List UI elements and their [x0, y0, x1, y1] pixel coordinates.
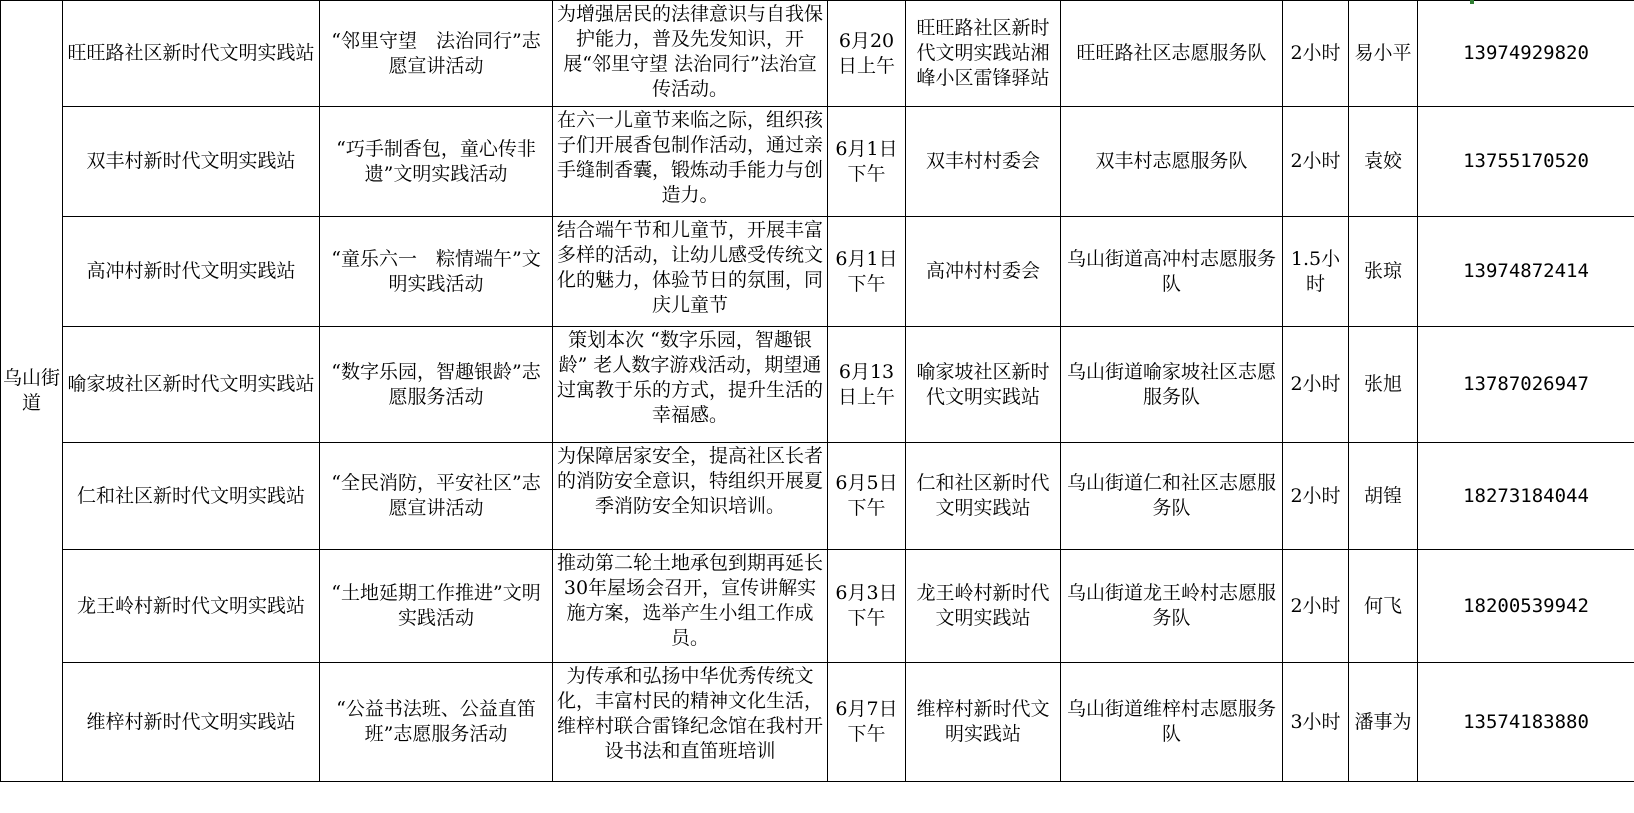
duration-cell[interactable]: 2小时 — [1283, 327, 1349, 443]
activity-content-cell[interactable] — [553, 443, 828, 550]
contact-person-cell[interactable]: 胡锽 — [1349, 443, 1418, 550]
contact-person-cell[interactable]: 袁姣 — [1349, 107, 1418, 217]
volunteer-team-cell[interactable]: 乌山街道龙王岭村志愿服务队 — [1061, 550, 1283, 663]
volunteer-team-cell[interactable]: 乌山街道维梓村志愿服务队 — [1061, 663, 1283, 782]
contact-person-cell[interactable]: 易小平 — [1349, 1, 1418, 107]
contact-person-cell[interactable]: 潘事为 — [1349, 663, 1418, 782]
activity-content-text: 结合端午节和儿童节，开展丰富多样的活动，让幼儿感受传统文化的魅力，体验节日的氛围，同庆儿童节 — [556, 218, 823, 316]
activity-content-text: 推动第二轮土地承包到期再延长30年屋场会召开，宣传讲解实施方案，选举产生小组工作成员。 — [556, 551, 823, 649]
duration-cell[interactable]: 1.5小时 — [1283, 217, 1349, 327]
table-row — [1, 443, 1634, 550]
duration-cell[interactable]: 2小时 — [1283, 107, 1349, 217]
activity-name-cell[interactable]: “土地延期工作推进”文明实践活动 — [320, 550, 553, 663]
table-row — [1, 217, 1634, 327]
activity-content-text: 为保障居家安全，提高社区长者的消防安全意识，特组织开展夏季消防安全知识培训。 — [556, 444, 823, 517]
station-cell[interactable]: 龙王岭村新时代文明实践站 — [63, 550, 320, 663]
activity-content-text: 为增强居民的法律意识与自我保护能力，普及先发知识，开展“邻里守望 法治同行”法治宣传活动。 — [556, 2, 823, 100]
contact-person-cell[interactable]: 张琼 — [1349, 217, 1418, 327]
activity-name-cell[interactable]: “邻里守望 法治同行”志愿宣讲活动 — [320, 1, 553, 107]
volunteer-team-cell[interactable]: 乌山街道仁和社区志愿服务队 — [1061, 443, 1283, 550]
activity-name-cell[interactable]: “公益书法班、公益直笛班”志愿服务活动 — [320, 663, 553, 782]
phone-cell[interactable]: 13974929820 — [1418, 1, 1634, 107]
duration-cell[interactable]: 2小时 — [1283, 443, 1349, 550]
time-cell[interactable]: 6月13日上午 — [828, 327, 906, 443]
table-row — [1, 327, 1634, 443]
location-cell[interactable]: 维梓村新时代文明实践站 — [906, 663, 1061, 782]
phone-cell[interactable]: 13787026947 — [1418, 327, 1634, 443]
activity-name-cell[interactable]: “童乐六一 粽情端午”文明实践活动 — [320, 217, 553, 327]
phone-cell[interactable]: 13974872414 — [1418, 217, 1634, 327]
activity-name-cell[interactable]: “巧手制香包，童心传非遗”文明实践活动 — [320, 107, 553, 217]
duration-cell[interactable]: 3小时 — [1283, 663, 1349, 782]
location-cell[interactable]: 双丰村村委会 — [906, 107, 1061, 217]
volunteer-team-cell[interactable]: 乌山街道高冲村志愿服务队 — [1061, 217, 1283, 327]
time-cell[interactable]: 6月3日下午 — [828, 550, 906, 663]
volunteer-team-cell[interactable]: 双丰村志愿服务队 — [1061, 107, 1283, 217]
station-cell[interactable]: 仁和社区新时代文明实践站 — [63, 443, 320, 550]
duration-cell[interactable]: 2小时 — [1283, 1, 1349, 107]
station-cell[interactable]: 旺旺路社区新时代文明实践站 — [63, 1, 320, 107]
time-cell[interactable]: 6月7日下午 — [828, 663, 906, 782]
time-cell[interactable]: 6月1日下午 — [828, 107, 906, 217]
phone-cell[interactable]: 13574183880 — [1418, 663, 1634, 782]
station-cell[interactable]: 双丰村新时代文明实践站 — [63, 107, 320, 217]
station-cell[interactable]: 维梓村新时代文明实践站 — [63, 663, 320, 782]
phone-cell[interactable]: 18273184044 — [1418, 443, 1634, 550]
location-cell[interactable]: 龙王岭村新时代文明实践站 — [906, 550, 1061, 663]
cell-selection-marker — [1470, 0, 1474, 4]
contact-person-cell[interactable]: 张旭 — [1349, 327, 1418, 443]
location-cell[interactable]: 喻家坡社区新时代文明实践站 — [906, 327, 1061, 443]
contact-person-cell[interactable]: 何飞 — [1349, 550, 1418, 663]
street-cell[interactable]: 乌山街道 — [1, 1, 63, 782]
activity-content-cell[interactable] — [553, 550, 828, 663]
activity-content-text: 为传承和弘扬中华优秀传统文化，丰富村民的精神文化生活，维梓村联合雷锋纪念馆在我村开设书法和直笛班培训 — [556, 664, 823, 762]
location-cell[interactable]: 仁和社区新时代文明实践站 — [906, 443, 1061, 550]
table-row — [1, 107, 1634, 217]
station-cell[interactable]: 高冲村新时代文明实践站 — [63, 217, 320, 327]
activity-content-text: 策划本次 “数字乐园，智趣银龄” 老人数字游戏活动，期望通过寓教于乐的方式，提升生活的幸福感。 — [556, 328, 823, 426]
activity-content-cell[interactable] — [553, 217, 828, 327]
location-cell[interactable]: 旺旺路社区新时代文明实践站湘峰小区雷锋驿站 — [906, 1, 1061, 107]
phone-cell[interactable]: 13755170520 — [1418, 107, 1634, 217]
station-cell[interactable]: 喻家坡社区新时代文明实践站 — [63, 327, 320, 443]
activity-content-cell[interactable] — [553, 1, 828, 107]
activity-content-cell[interactable] — [553, 107, 828, 217]
activity-content-cell[interactable] — [553, 663, 828, 782]
phone-cell[interactable]: 18200539942 — [1418, 550, 1634, 663]
time-cell[interactable]: 6月1日下午 — [828, 217, 906, 327]
time-cell[interactable]: 6月20日上午 — [828, 1, 906, 107]
activity-name-cell[interactable]: “数字乐园，智趣银龄”志愿服务活动 — [320, 327, 553, 443]
table-row — [1, 550, 1634, 663]
table-body — [1, 1, 1634, 782]
activity-name-cell[interactable]: “全民消防，平安社区”志愿宣讲活动 — [320, 443, 553, 550]
activity-content-text: 在六一儿童节来临之际，组织孩子们开展香包制作活动，通过亲手缝制香囊，锻炼动手能力与创造力。 — [556, 108, 823, 206]
location-cell[interactable]: 高冲村村委会 — [906, 217, 1061, 327]
activity-content-cell[interactable] — [553, 327, 828, 443]
duration-cell[interactable]: 2小时 — [1283, 550, 1349, 663]
time-cell[interactable]: 6月5日下午 — [828, 443, 906, 550]
volunteer-team-cell[interactable]: 乌山街道喻家坡社区志愿服务队 — [1061, 327, 1283, 443]
volunteer-team-cell[interactable]: 旺旺路社区志愿服务队 — [1061, 1, 1283, 107]
table-row — [1, 1, 1634, 107]
table-row — [1, 663, 1634, 782]
